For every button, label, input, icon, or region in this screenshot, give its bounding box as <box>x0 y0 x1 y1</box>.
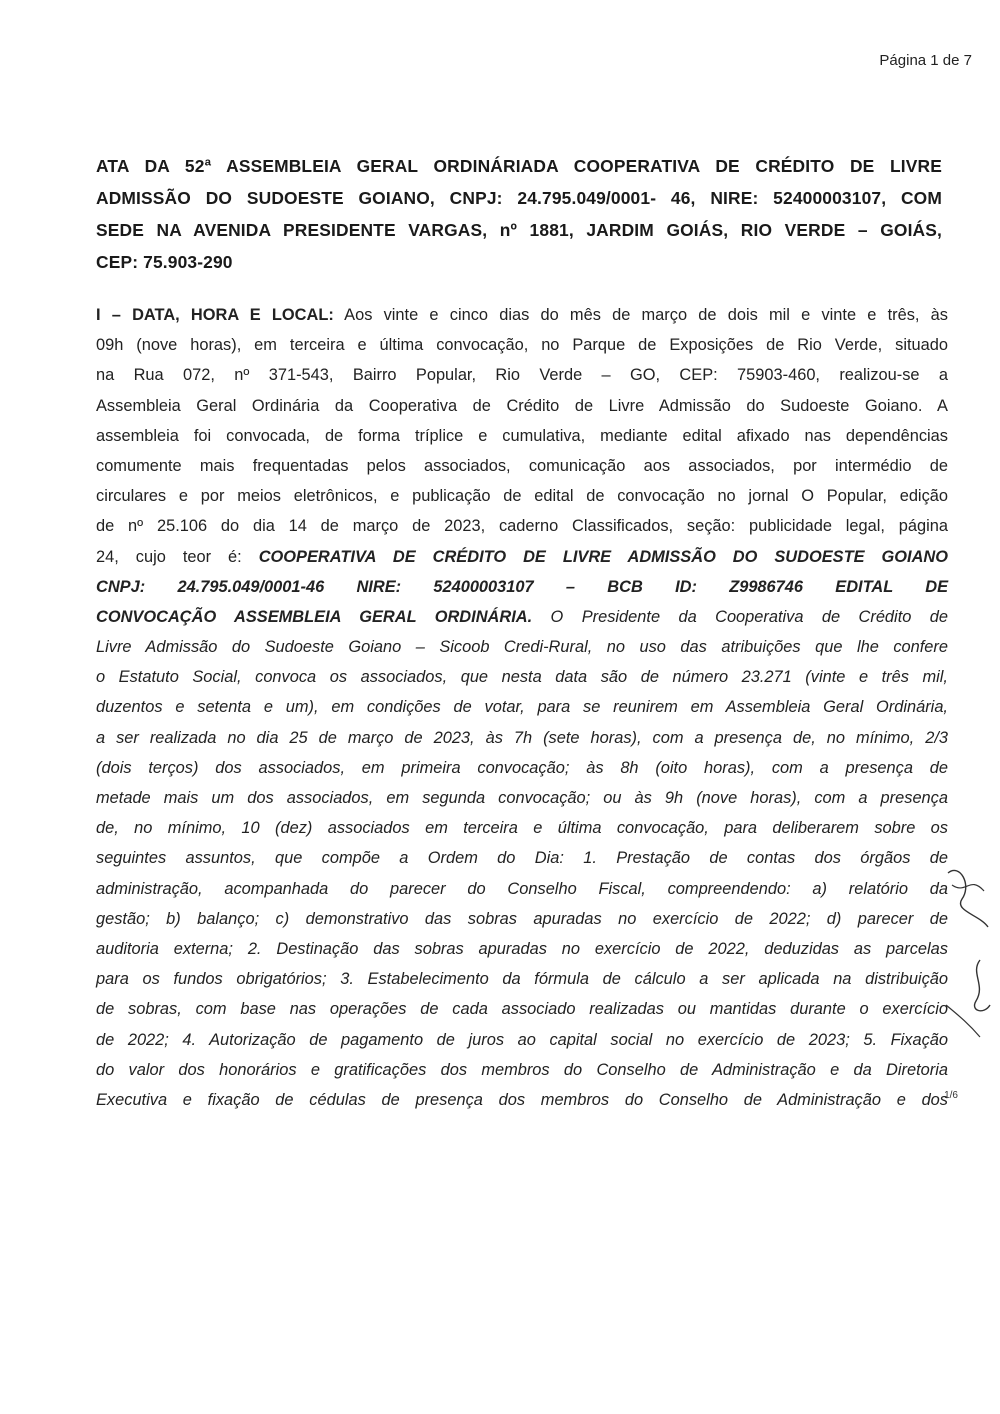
body-line: (dois terços) dos associados, em primeira convocação; às 8h (oito horas), com a presença de <box>96 758 948 777</box>
body-line: para os fundos obrigatórios; 3. Estabelecimento da fórmula de cálculo a ser aplicada na distribuição <box>96 970 948 989</box>
title-line: SEDE NA AVENIDA PRESIDENTE VARGAS, nº 1881, JARDIM GOIÁS, RIO VERDE – GOIÁS, <box>96 220 942 240</box>
body-line <box>96 602 948 632</box>
body-line: o Estatuto Social, convoca os associados, que nesta data são de número 23.271 (vinte e três mil, <box>96 668 948 687</box>
section-heading: I – DATA, HORA E LOCAL: <box>96 306 334 324</box>
title-line: ATA DA 52ª ASSEMBLEIA GERAL ORDINÁRIADA COOPERATIVA DE CRÉDITO DE LIVRE <box>96 156 942 176</box>
body-line <box>96 542 948 572</box>
title-line: CEP: 75.903-290 <box>96 252 233 272</box>
body-line: seguintes assuntos, que compõe a Ordem do Dia: 1. Prestação de contas dos órgãos de <box>96 849 948 868</box>
handwritten-initials-icon <box>940 855 995 1045</box>
body-line: CNPJ: 24.795.049/0001-46 NIRE: 52400003107 – BCB ID: Z9986746 EDITAL DE <box>96 577 948 596</box>
body-line: comumente mais frequentadas pelos associados, comunicação aos associados, por intermédio de <box>96 456 948 475</box>
body-line: assembleia foi convocada, de forma tríplice e cumulativa, mediante edital afixado nas dependências <box>96 426 948 445</box>
body-text: Aos vinte e cinco dias do mês de março de dois mil e vinte e três, às <box>333 306 948 324</box>
body-line: duzentos e setenta e um), em condições de votar, para se reunirem em Assembleia Geral Ordinária, <box>96 698 948 717</box>
body-line: auditoria externa; 2. Destinação das sobras apuradas no exercício de 2022, deduzidas as parcelas <box>96 939 948 958</box>
body-line: administração, acompanhada do parecer do Conselho Fiscal, compreendendo: a) relatório da <box>96 879 948 898</box>
document-body <box>96 300 948 1115</box>
body-line: do valor dos honorários e gratificações dos membros do Conselho de Administração e da Diretoria <box>96 1060 948 1079</box>
page-number-label: Página 1 de 7 <box>879 52 972 69</box>
body-line <box>96 300 948 330</box>
edital-heading: COOPERATIVA DE CRÉDITO DE LIVRE ADMISSÃO DO SUDOESTE GOIANO <box>258 547 948 566</box>
body-line: 09h (nove horas), em terceira e última convocação, no Parque de Exposições de Rio Verde, situado <box>96 336 948 355</box>
body-line: de sobras, com base nas operações de cada associado realizadas ou mantidas durante o exercício <box>96 1000 948 1019</box>
body-line: na Rua 072, nº 371-543, Bairro Popular, Rio Verde – GO, CEP: 75903-460, realizou-se a <box>96 366 948 385</box>
body-text: O Presidente da Cooperativa de Crédito de <box>532 607 948 626</box>
body-line: circulares e por meios eletrônicos, e publicação de edital de convocação no jornal O Popular, edição <box>96 487 948 506</box>
body-line: Livre Admissão do Sudoeste Goiano – Sicoob Credi-Rural, no uso das atribuições que lhe confere <box>96 638 948 657</box>
body-line: de, no mínimo, 10 (dez) associados em terceira e última convocação, para deliberarem sobre os <box>96 819 948 838</box>
document-title <box>96 150 942 278</box>
footer-page-fraction: 1/6 <box>944 1090 958 1101</box>
body-line: a ser realizada no dia 25 de março de 2023, às 7h (sete horas), com a presença de, no mínimo, 2/3 <box>96 728 948 747</box>
body-line: Executiva e fixação de cédulas de presença dos membros do Conselho de Administração e dos <box>96 1090 948 1109</box>
title-line: ADMISSÃO DO SUDOESTE GOIANO, CNPJ: 24.795.049/0001- 46, NIRE: 52400003107, COM <box>96 188 942 208</box>
body-line: Assembleia Geral Ordinária da Cooperativa de Crédito de Livre Admissão do Sudoeste Goiano. A <box>96 396 948 415</box>
body-line: gestão; b) balanço; c) demonstrativo das sobras apuradas no exercício de 2022; d) parecer de <box>96 909 948 928</box>
edital-heading: CONVOCAÇÃO ASSEMBLEIA GERAL ORDINÁRIA. <box>96 607 533 626</box>
body-line: de 2022; 4. Autorização de pagamento de juros ao capital social no exercício de 2023; 5. Fixação <box>96 1030 948 1049</box>
body-line: metade mais um dos associados, em segunda convocação; ou às 9h (nove horas), com a presença <box>96 789 948 807</box>
body-text: 24, cujo teor é: <box>96 547 259 566</box>
body-line: de nº 25.106 do dia 14 de março de 2023, caderno Classificados, seção: publicidade legal, página <box>96 517 948 536</box>
